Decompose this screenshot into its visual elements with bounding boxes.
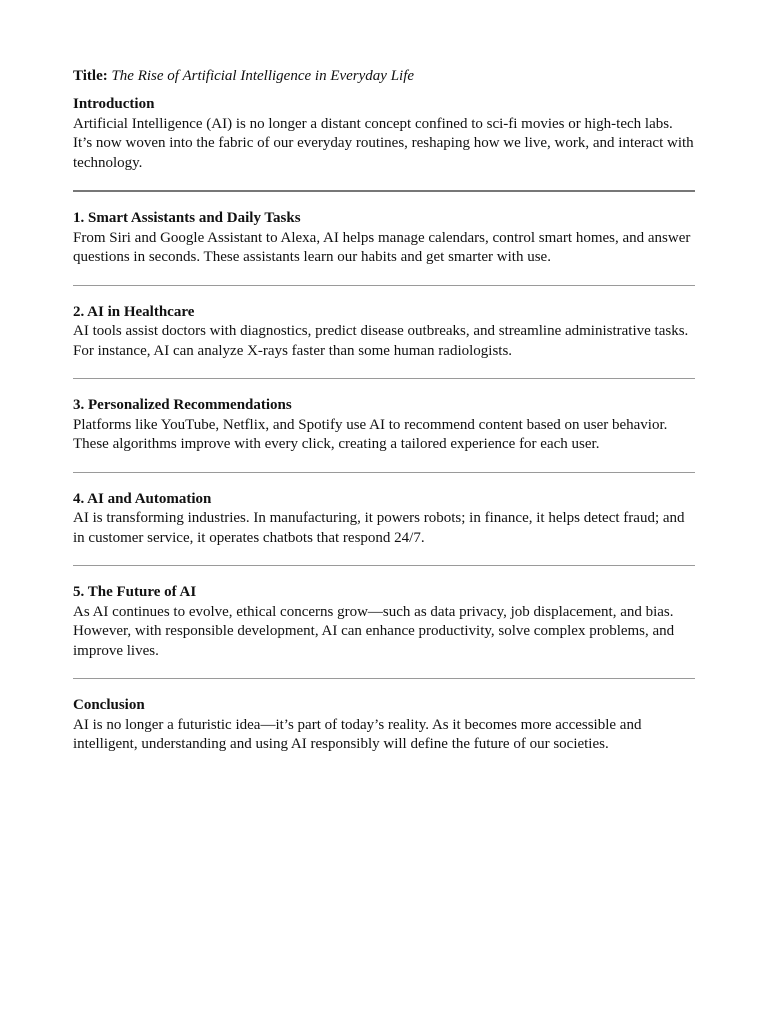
- section-heading: 1. Smart Assistants and Daily Tasks: [73, 210, 301, 226]
- section-recommendations: [73, 396, 695, 455]
- document-title: [73, 66, 695, 86]
- section-body: AI is transforming industries. In manufacturing, it powers robots; in finance, it helps detect fraud; and in customer service, it operates chatbots that respond 24/7.: [73, 510, 685, 546]
- conclusion-heading: Conclusion: [73, 697, 145, 713]
- divider-thick: [73, 190, 695, 192]
- title-label: Title:: [73, 68, 108, 84]
- introduction-section: [73, 95, 695, 173]
- divider: [73, 565, 695, 566]
- divider: [73, 678, 695, 679]
- section-healthcare: [73, 303, 695, 362]
- section-body: From Siri and Google Assistant to Alexa, AI helps manage calendars, control smart homes, and answer questions in seconds. These assistants learn our habits and get smarter with use.: [73, 229, 691, 265]
- section-heading: 4. AI and Automation: [73, 490, 212, 507]
- introduction-body: Artificial Intelligence (AI) is no longer a distant concept confined to sci-fi movies or high-tech labs. It’s now woven into the fabric of our everyday routines, reshaping how we live, work, and interact with technology.: [73, 115, 694, 171]
- section-heading: 2. AI in Healthcare: [73, 303, 195, 320]
- section-future-of-ai: [73, 583, 695, 661]
- section-body: As AI continues to evolve, ethical concerns grow—such as data privacy, job displacement, and bias. However, with responsible development, AI can enhance productivity, solve complex problems, and improve lives.: [73, 603, 675, 659]
- introduction-heading: Introduction: [73, 96, 155, 112]
- section-smart-assistants: [73, 209, 695, 268]
- section-heading: 5. The Future of AI: [73, 584, 197, 600]
- title-text: The Rise of Artificial Intelligence in Everyday Life: [111, 68, 415, 84]
- conclusion-body: AI is no longer a futuristic idea—it’s part of today’s reality. As it becomes more accessible and intelligent, understanding and using AI responsibly will define the future of our societies.: [73, 716, 642, 752]
- divider: [73, 285, 695, 286]
- section-body: AI tools assist doctors with diagnostics, predict disease outbreaks, and streamline administrative tasks. For instance, AI can analyze X-rays faster than some human radiologists.: [73, 323, 689, 359]
- section-automation: [73, 490, 695, 549]
- conclusion-section: [73, 696, 695, 755]
- divider: [73, 378, 695, 379]
- section-body: Platforms like YouTube, Netflix, and Spotify use AI to recommend content based on user behavior. These algorithms improve with every click, creating a tailored experience for each user.: [73, 416, 668, 452]
- section-heading: 3. Personalized Recommendations: [73, 397, 292, 413]
- divider: [73, 472, 695, 473]
